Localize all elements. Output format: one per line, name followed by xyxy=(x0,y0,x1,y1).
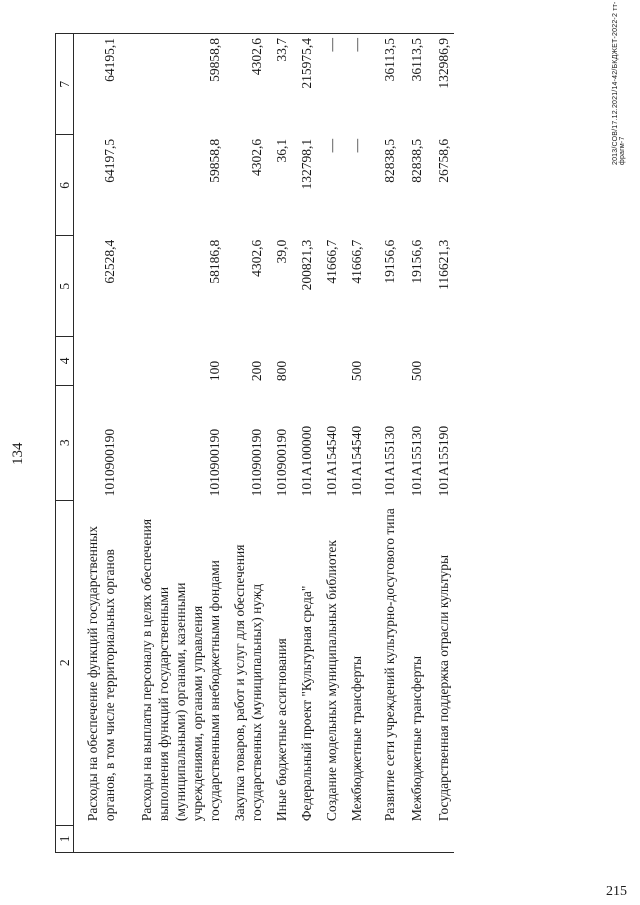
row-target-code: 101A154540 xyxy=(349,425,364,497)
row-col1-cell xyxy=(427,825,454,852)
row-expense-type: 800 xyxy=(274,360,289,382)
row-name: Межбюджетные трансферты xyxy=(349,655,364,822)
row-name: Иные бюджетные ассигнования xyxy=(274,638,289,822)
row-value-col6: 82838,5 xyxy=(409,138,424,183)
row-expense-type xyxy=(367,337,400,385)
row-value-col7: 33,7 xyxy=(267,34,292,135)
document-stamp: 2013/СОВ/17.12.2021/14-42/БКДЖЕТ-2022-2 тт-фрагм-7 xyxy=(612,1,626,165)
table-row xyxy=(292,34,317,853)
row-value-col5: 62528,4 xyxy=(102,239,117,284)
table-row xyxy=(367,34,400,853)
header-col-4: 4 xyxy=(56,337,74,385)
table-row xyxy=(317,34,342,853)
row-name: Федеральный проект "Культурная среда" xyxy=(299,585,314,822)
row-col1-cell xyxy=(342,825,367,852)
row-target-code: 101A155190 xyxy=(436,425,451,497)
header-col-3: 3 xyxy=(56,385,74,500)
row-expense-type: 500 xyxy=(349,360,364,382)
row-value-col6: 36,1 xyxy=(274,138,289,163)
table-row xyxy=(427,34,454,853)
header-col-5: 5 xyxy=(56,236,74,337)
row-value-col7: 4302,6 xyxy=(225,34,267,135)
row-value-col5: 39,0 xyxy=(274,239,289,264)
table-row xyxy=(225,34,267,853)
row-value-col6: — xyxy=(349,138,364,153)
row-name: Государственная поддержка отрасли культуры xyxy=(436,554,451,822)
row-expense-type xyxy=(74,337,121,385)
row-col1-cell xyxy=(225,825,267,852)
row-value-col7: — xyxy=(317,34,342,135)
row-value-col6: — xyxy=(324,138,339,153)
row-expense-type xyxy=(427,337,454,385)
row-value-col6: 59858,8 xyxy=(207,138,222,183)
row-target-code: 1010900190 xyxy=(249,428,264,497)
row-target-code: 101A100000 xyxy=(299,425,314,497)
table-row xyxy=(342,34,367,853)
row-target-code: 101A155130 xyxy=(382,425,397,497)
header-col-1: 1 xyxy=(56,825,74,852)
row-col1-cell xyxy=(120,825,225,852)
row-expense-type: 100 xyxy=(207,360,222,382)
table-row xyxy=(400,34,427,853)
row-value-col7: 215975,4 xyxy=(292,34,317,135)
row-value-col6: 64197,5 xyxy=(102,138,117,183)
row-value-col6: 4302,6 xyxy=(249,138,264,177)
row-col1-cell xyxy=(267,825,292,852)
row-target-code: 101A155130 xyxy=(409,425,424,497)
row-value-col7: 36113,5 xyxy=(400,34,427,135)
row-target-code: 1010900190 xyxy=(102,428,117,497)
row-name: Межбюджетные трансферты xyxy=(409,655,424,822)
row-expense-type: 500 xyxy=(409,360,424,382)
row-col1-cell xyxy=(74,825,121,852)
table-row xyxy=(120,34,225,853)
header-col-6: 6 xyxy=(56,135,74,236)
row-col1-cell xyxy=(292,825,317,852)
row-name: Закупка товаров, работ и услуг для обеспечения государственных (муниципальных) нужд xyxy=(232,544,264,822)
row-value-col7: 64195,1 xyxy=(74,34,121,135)
row-value-col6: 82838,5 xyxy=(382,138,397,183)
row-value-col5: 41666,7 xyxy=(324,239,339,284)
row-value-col6: 132798,1 xyxy=(299,138,314,190)
row-name: Расходы на выплаты персоналу в целях обеспечения выполнения функций государственными (муниципальными) органами, казенными учреждениями, органами управления государственными внебюджетными фондами xyxy=(139,518,222,822)
row-expense-type xyxy=(317,337,342,385)
row-value-col5: 41666,7 xyxy=(349,239,364,284)
table-row xyxy=(267,34,292,853)
row-target-code: 1010900190 xyxy=(274,428,289,497)
row-value-col5: 19156,6 xyxy=(382,239,397,284)
row-col1-cell xyxy=(317,825,342,852)
sheet-number: 215 xyxy=(606,884,627,899)
row-value-col5: 200821,3 xyxy=(299,239,314,291)
row-target-code: 101A154540 xyxy=(324,425,339,497)
row-col1-cell xyxy=(400,825,427,852)
row-value-col5: 19156,6 xyxy=(409,239,424,284)
row-target-code: 1010900190 xyxy=(207,428,222,497)
row-col1-cell xyxy=(367,825,400,852)
header-col-2: 2 xyxy=(56,500,74,825)
table-header-row xyxy=(56,34,74,853)
row-name: Создание модельных муниципальных библиотек xyxy=(324,540,339,822)
row-value-col7: — xyxy=(342,34,367,135)
row-value-col5: 116621,3 xyxy=(436,239,451,290)
header-col-7: 7 xyxy=(56,34,74,135)
row-value-col5: 58186,8 xyxy=(207,239,222,284)
row-expense-type: 200 xyxy=(249,360,264,382)
row-value-col6: 26758,6 xyxy=(436,138,451,183)
row-name: Расходы на обеспечение функций государственных органов, в том числе территориальных органов xyxy=(85,526,117,822)
budget-table xyxy=(55,33,454,853)
table-row xyxy=(74,34,121,853)
table-body xyxy=(74,34,455,853)
row-name: Развитие сети учреждений культурно-досугового типа xyxy=(382,508,397,822)
row-value-col5: 4302,6 xyxy=(249,239,264,277)
page-number: 134 xyxy=(10,442,26,465)
row-value-col7: 132986,9 xyxy=(427,34,454,135)
row-value-col7: 59858,8 xyxy=(120,34,225,135)
row-expense-type xyxy=(292,337,317,385)
row-value-col7: 36113,5 xyxy=(367,34,400,135)
